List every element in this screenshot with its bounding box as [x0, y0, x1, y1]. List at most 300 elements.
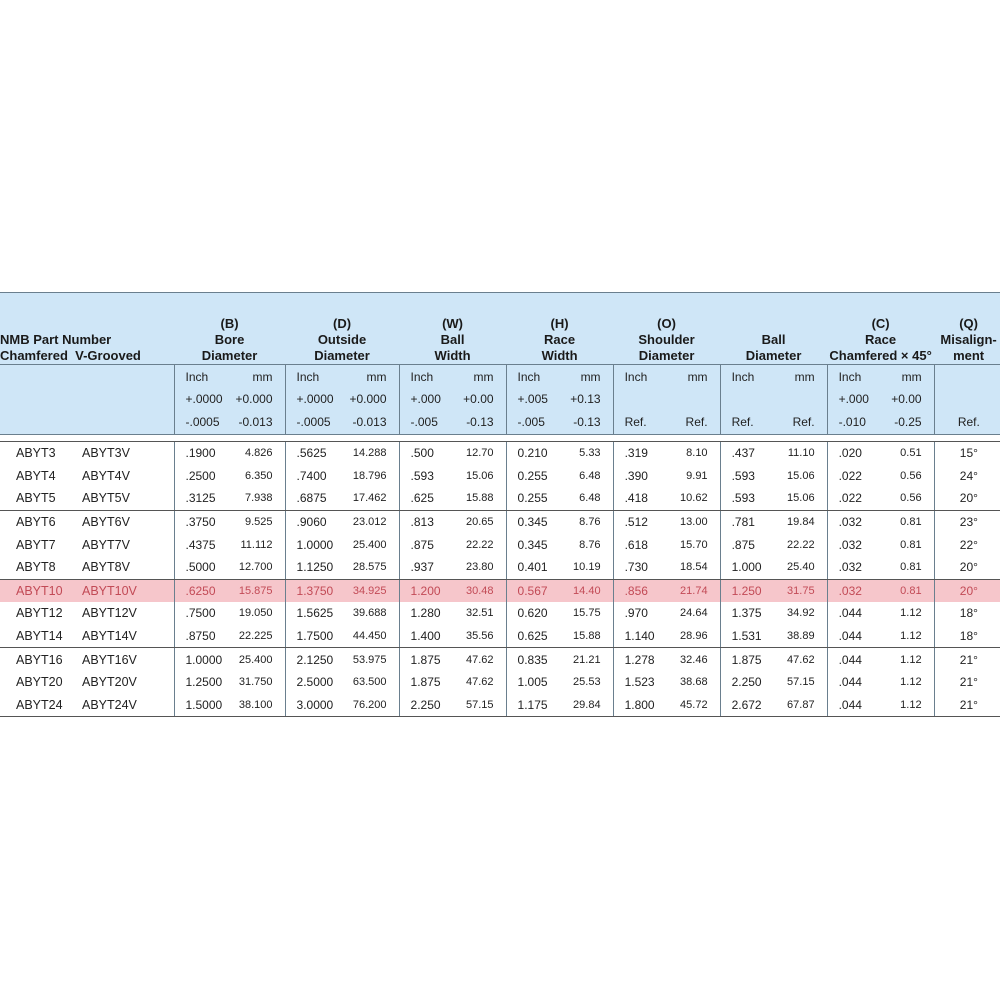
tolerance-plus-mm: +0.00 [881, 388, 934, 410]
bearing-spec-table [0, 292, 1000, 717]
inch-value: .319 [613, 442, 667, 465]
unit-label-inch: Inch [613, 365, 667, 389]
inch-value: 1.000 [720, 556, 774, 579]
mm-value: 38.89 [774, 625, 827, 648]
tolerance-plus-inch: +.0000 [285, 388, 343, 410]
mm-value: 32.46 [680, 653, 708, 666]
mm-value: 1.12 [881, 625, 934, 648]
mm-value: 25.40 [774, 556, 827, 579]
mm-value: 15.06 [466, 469, 494, 482]
mm-value: 8.76 [579, 516, 601, 529]
inch-value: .9060 [285, 510, 343, 533]
unit-label-mm: mm [881, 365, 934, 389]
misalignment-subheader [934, 365, 1000, 389]
inch-value: .044 [827, 648, 881, 671]
mm-value: 12.700 [230, 556, 285, 579]
mm-value: 13.00 [680, 516, 708, 529]
inch-value: 1.0000 [174, 648, 230, 671]
column-code: (B) [220, 316, 239, 331]
mm-value: 57.15 [787, 676, 815, 689]
inch-value: .020 [827, 442, 881, 465]
mm-value: 14.40 [560, 579, 613, 602]
part-number-v-grooved: ABYT14V [78, 625, 174, 648]
column-code: (W) [442, 316, 463, 331]
misalignment-value: 24° [934, 465, 1000, 488]
column-name: Diameter [638, 348, 695, 363]
inch-value: .7500 [174, 602, 230, 625]
column-code: (Q) [959, 316, 978, 331]
tolerance-plus-inch: +.000 [399, 388, 453, 410]
part-number-v-grooved: ABYT5V [78, 487, 174, 510]
unit-label-mm: mm [667, 365, 720, 389]
mm-value: 31.750 [238, 676, 273, 689]
tolerance-minus-mm: -0.013 [343, 410, 399, 435]
inch-value: .875 [720, 533, 774, 556]
part-number-chamfered: ABYT14 [0, 625, 78, 648]
inch-value: 1.400 [399, 625, 453, 648]
part-number-subheader-blank [0, 365, 174, 389]
part-number-title: NMB Part Number [0, 332, 112, 347]
ball-width-header [399, 293, 506, 365]
misalignment-header [934, 293, 1000, 365]
tolerance-minus-inch: Ref. [613, 410, 667, 435]
inch-value: .4375 [174, 533, 230, 556]
inch-value: 1.200 [399, 579, 453, 602]
table-row [0, 648, 1000, 671]
mm-value: 12.70 [466, 447, 494, 460]
tolerance-plus-mm [774, 388, 827, 410]
misalignment-value: 23° [934, 510, 1000, 533]
unit-label-mm: mm [453, 365, 506, 389]
inch-value: 0.625 [506, 625, 560, 648]
inch-value: 1.1250 [285, 556, 343, 579]
tolerance-minus-inch: -.0005 [285, 410, 343, 435]
tolerance-minus-mm: -0.13 [453, 410, 506, 435]
inch-value: .937 [399, 556, 453, 579]
unit-label-mm: mm [230, 365, 285, 389]
inch-value: 1.0000 [285, 533, 343, 556]
mm-value: 23.80 [453, 556, 506, 579]
mm-value: 15.75 [573, 607, 601, 620]
inch-value: 0.255 [506, 465, 560, 488]
inch-value: .856 [613, 579, 667, 602]
inch-value: 1.250 [720, 579, 774, 602]
inch-value: 0.255 [506, 487, 560, 510]
part-number-chamfered: ABYT8 [0, 556, 78, 579]
mm-value: 15.88 [560, 625, 613, 648]
mm-value: 29.84 [560, 694, 613, 717]
mm-value: 18.54 [667, 556, 720, 579]
mm-value: 4.826 [244, 447, 273, 460]
column-code: (D) [333, 316, 352, 331]
inch-value: 0.345 [506, 533, 560, 556]
mm-value: 28.96 [667, 625, 720, 648]
mm-value: 0.81 [900, 516, 922, 529]
tolerance-plus-mm: +0.13 [560, 388, 613, 410]
mm-value: 25.53 [573, 676, 601, 689]
column-name: Shoulder [638, 332, 695, 347]
tolerance-plus-inch [720, 388, 774, 410]
mm-value: 57.15 [453, 694, 506, 717]
mm-value: 10.19 [560, 556, 613, 579]
mm-value: 0.56 [881, 487, 934, 510]
mm-value: 31.75 [774, 579, 827, 602]
spacer-cell [0, 435, 1000, 442]
mm-value: 22.22 [787, 538, 815, 551]
mm-value: 38.100 [230, 694, 285, 717]
mm-value: 45.72 [667, 694, 720, 717]
inch-value: 2.1250 [285, 648, 343, 671]
inch-value: .3750 [174, 510, 230, 533]
mm-value: 15.70 [680, 538, 708, 551]
tolerance-plus-mm [667, 388, 720, 410]
part-number-chamfered: ABYT6 [16, 515, 56, 530]
inch-value: .032 [827, 533, 881, 556]
mm-value: 44.450 [343, 625, 399, 648]
inch-value: 2.250 [399, 694, 453, 717]
mm-value: 22.225 [230, 625, 285, 648]
inch-value: 1.375 [720, 602, 774, 625]
inch-value: .6875 [285, 487, 343, 510]
mm-value: 6.350 [244, 469, 273, 482]
inch-value: .022 [827, 487, 881, 510]
inch-value: 1.2500 [174, 671, 230, 694]
unit-label-inch: Inch [720, 365, 774, 389]
inch-value: 0.567 [506, 579, 560, 602]
inch-value: .6250 [174, 579, 230, 602]
inch-value: .593 [720, 465, 774, 488]
tolerance-plus-inch: +.0000 [174, 388, 230, 410]
inch-value: .390 [613, 465, 667, 488]
tolerance-minus-inch: -.010 [827, 410, 881, 435]
part-number-header [0, 293, 174, 365]
mm-value: 0.81 [881, 556, 934, 579]
part-number-chamfered: ABYT20 [16, 675, 63, 690]
part-number-chamfered: ABYT3 [16, 446, 56, 461]
unit-label-inch: Inch [506, 365, 560, 389]
inch-value: .625 [399, 487, 453, 510]
tolerance-plus-mm: +0.000 [230, 388, 285, 410]
part-number-chamfered: ABYT12 [16, 606, 63, 621]
inch-value: 1.5000 [174, 694, 230, 717]
mm-value: 28.575 [343, 556, 399, 579]
part-number-subtitle: Chamfered V-Grooved [0, 348, 141, 363]
mm-value: 11.10 [787, 447, 815, 460]
inch-value: .7400 [285, 465, 343, 488]
mm-value: 34.925 [343, 579, 399, 602]
mm-value: 21.21 [573, 653, 601, 666]
mm-value: 47.62 [787, 653, 815, 666]
tolerance-minus-inch: -.005 [399, 410, 453, 435]
mm-value: 34.92 [787, 607, 815, 620]
inch-value: 1.280 [399, 602, 453, 625]
column-name: Width [434, 348, 471, 363]
inch-value: 1.278 [613, 648, 667, 671]
column-name: Ball [761, 332, 786, 347]
part-number-chamfered: ABYT24 [0, 694, 78, 717]
mm-value: 6.48 [579, 469, 601, 482]
mm-value: 9.525 [244, 516, 273, 529]
unit-label-mm: mm [560, 365, 613, 389]
tolerance-plus-inch [613, 388, 667, 410]
mm-value: 17.462 [343, 487, 399, 510]
mm-value: 63.500 [352, 676, 387, 689]
part-number-subheader-blank [0, 410, 174, 435]
column-code: (C) [871, 316, 890, 331]
inch-value: .044 [827, 602, 881, 625]
part-number-v-grooved: ABYT8V [78, 556, 174, 579]
inch-value: .500 [399, 442, 453, 465]
table-row [0, 487, 1000, 510]
mm-value: 76.200 [343, 694, 399, 717]
inch-value: 1.875 [399, 671, 453, 694]
inch-value: 0.345 [506, 510, 560, 533]
mm-value: 10.62 [667, 487, 720, 510]
inch-value: .875 [399, 533, 453, 556]
unit-label-inch: Inch [285, 365, 343, 389]
part-number-v-grooved: ABYT12V [82, 606, 137, 621]
mm-value: 35.56 [453, 625, 506, 648]
outside-diameter-header [285, 293, 399, 365]
misalignment-value: 20° [934, 579, 1000, 602]
column-name: Misalign- [940, 332, 997, 347]
mm-value: 9.91 [686, 469, 708, 482]
inch-value: .970 [613, 602, 667, 625]
tolerance-minus-mm: -0.013 [230, 410, 285, 435]
part-number-chamfered: ABYT10 [0, 579, 78, 602]
inch-value: 2.672 [720, 694, 774, 717]
mm-value: 21.74 [667, 579, 720, 602]
inch-value: 1.7500 [285, 625, 343, 648]
inch-value: .022 [827, 465, 881, 488]
tolerance-minus-mm: -0.13 [560, 410, 613, 435]
unit-label-inch: Inch [827, 365, 881, 389]
mm-value: 25.400 [238, 653, 273, 666]
mm-value: 53.975 [352, 653, 387, 666]
mm-value: 25.400 [352, 538, 387, 551]
mm-value: 14.288 [352, 447, 387, 460]
misalignment-value: 22° [934, 533, 1000, 556]
mm-value: 67.87 [774, 694, 827, 717]
header-spacer [0, 435, 1000, 442]
part-number-chamfered: ABYT7 [16, 537, 56, 552]
mm-value: 1.12 [900, 607, 922, 620]
inch-value: .044 [827, 694, 881, 717]
column-code: (H) [550, 316, 569, 331]
column-name: Outside [317, 332, 367, 347]
column-name: Diameter [314, 348, 370, 363]
bore-diameter-header [174, 293, 285, 365]
part-number-v-grooved: ABYT10V [78, 579, 174, 602]
table-row [0, 579, 1000, 602]
inch-value: .512 [613, 510, 667, 533]
mm-value: 22.22 [466, 538, 494, 551]
inch-value: 2.5000 [285, 671, 343, 694]
table-body [0, 435, 1000, 717]
table-row [0, 671, 1000, 694]
mm-value: 1.12 [881, 694, 934, 717]
mm-value: 6.48 [560, 487, 613, 510]
inch-value: 1.3750 [285, 579, 343, 602]
inch-value: .418 [613, 487, 667, 510]
tolerance-minus-inch: Ref. [720, 410, 774, 435]
inch-value: 2.250 [720, 671, 774, 694]
misalignment-value: 21° [934, 648, 1000, 671]
table-row [0, 602, 1000, 625]
part-number-chamfered: ABYT5 [0, 487, 78, 510]
column-name: Race [544, 332, 576, 347]
inch-value: 0.210 [506, 442, 560, 465]
mm-value: 7.938 [230, 487, 285, 510]
race-width-header [506, 293, 613, 365]
unit-label-mm: mm [343, 365, 399, 389]
mm-value: 19.84 [787, 516, 815, 529]
inch-value: .593 [399, 465, 453, 488]
race-chamfered-header [827, 293, 934, 365]
column-name: Diameter [201, 348, 258, 363]
mm-value: 38.68 [680, 676, 708, 689]
part-number-v-grooved: ABYT4V [82, 468, 130, 483]
inch-value: .8750 [174, 625, 230, 648]
mm-value: 8.76 [579, 538, 601, 551]
mm-value: 15.875 [230, 579, 285, 602]
tolerance-minus-mm: Ref. [667, 410, 720, 435]
inch-value: .032 [827, 556, 881, 579]
misalignment-value: 15° [934, 442, 1000, 465]
tolerance-plus-inch: +.000 [827, 388, 881, 410]
inch-value: 1.5625 [285, 602, 343, 625]
inch-value: .437 [720, 442, 774, 465]
column-name: Bore [214, 332, 245, 347]
misalignment-subheader: Ref. [934, 410, 1000, 435]
column-name: Race [865, 332, 897, 347]
tolerance-minus-inch: -.0005 [174, 410, 230, 435]
inch-value: 1.875 [399, 648, 453, 671]
inch-value: .813 [399, 510, 453, 533]
mm-value: 39.688 [352, 607, 387, 620]
mm-value: 1.12 [900, 676, 922, 689]
mm-value: 1.12 [900, 653, 922, 666]
part-number-v-grooved: ABYT16V [82, 652, 137, 667]
table-row [0, 533, 1000, 556]
table-row [0, 442, 1000, 465]
misalignment-value: 20° [934, 556, 1000, 579]
inch-value: 1.531 [720, 625, 774, 648]
tolerance-minus-mm: Ref. [774, 410, 827, 435]
misalignment-value: 21° [934, 694, 1000, 717]
column-name: Chamfered × 45° [829, 348, 932, 363]
mm-value: 0.81 [900, 538, 922, 551]
inch-value: .1900 [174, 442, 230, 465]
inch-value: 0.401 [506, 556, 560, 579]
mm-value: 20.65 [466, 516, 494, 529]
table-row [0, 694, 1000, 717]
inch-value: .5000 [174, 556, 230, 579]
inch-value: .730 [613, 556, 667, 579]
part-number-chamfered: ABYT16 [16, 652, 63, 667]
column-name: ment [953, 348, 985, 363]
tolerance-plus-inch: +.005 [506, 388, 560, 410]
mm-value: 15.06 [774, 487, 827, 510]
inch-value: 0.620 [506, 602, 560, 625]
mm-value: 32.51 [466, 607, 494, 620]
mm-value: 30.48 [453, 579, 506, 602]
mm-value: 18.796 [352, 469, 387, 482]
table-row [0, 465, 1000, 488]
part-number-v-grooved: ABYT3V [82, 446, 130, 461]
ball-diameter-header [720, 293, 827, 365]
part-number-subheader-blank [0, 388, 174, 410]
column-code: (O) [657, 316, 676, 331]
inch-value: .781 [720, 510, 774, 533]
part-number-v-grooved: ABYT7V [82, 537, 130, 552]
inch-value: .3125 [174, 487, 230, 510]
inch-value: .593 [720, 487, 774, 510]
mm-value: 8.10 [686, 447, 708, 460]
mm-value: 15.88 [453, 487, 506, 510]
part-number-v-grooved: ABYT20V [82, 675, 137, 690]
inch-value: 1.005 [506, 671, 560, 694]
inch-value: .2500 [174, 465, 230, 488]
inch-value: .5625 [285, 442, 343, 465]
mm-value: 11.112 [240, 538, 273, 551]
table-header [0, 293, 1000, 435]
misalignment-value: 18° [934, 625, 1000, 648]
mm-value: 24.64 [680, 607, 708, 620]
inch-value: 1.800 [613, 694, 667, 717]
inch-value: 3.0000 [285, 694, 343, 717]
part-number-v-grooved: ABYT6V [82, 515, 130, 530]
inch-value: 1.175 [506, 694, 560, 717]
inch-value: 1.875 [720, 648, 774, 671]
mm-value: 47.62 [466, 676, 494, 689]
inch-value: 1.523 [613, 671, 667, 694]
inch-value: 1.140 [613, 625, 667, 648]
mm-value: 5.33 [579, 447, 601, 460]
inch-value: .618 [613, 533, 667, 556]
inch-value: .032 [827, 579, 881, 602]
inch-value: 0.835 [506, 648, 560, 671]
part-number-chamfered: ABYT4 [16, 468, 56, 483]
mm-value: 23.012 [352, 516, 387, 529]
misalignment-subheader [934, 388, 1000, 410]
tolerance-plus-mm: +0.00 [453, 388, 506, 410]
table-row [0, 625, 1000, 648]
tolerance-minus-inch: -.005 [506, 410, 560, 435]
mm-value: 19.050 [238, 607, 273, 620]
table-row [0, 556, 1000, 579]
column-name: Ball [440, 332, 465, 347]
inch-value: .044 [827, 671, 881, 694]
part-number-v-grooved: ABYT24V [78, 694, 174, 717]
mm-value: 15.06 [787, 469, 815, 482]
misalignment-value: 20° [934, 487, 1000, 510]
mm-value: 47.62 [466, 653, 494, 666]
misalignment-value: 21° [934, 671, 1000, 694]
inch-value: .032 [827, 510, 881, 533]
inch-value: .044 [827, 625, 881, 648]
mm-value: 0.51 [900, 447, 922, 460]
unit-label-inch: Inch [174, 365, 230, 389]
column-name: Width [541, 348, 578, 363]
shoulder-diameter-header [613, 293, 720, 365]
unit-label-inch: Inch [399, 365, 453, 389]
table-row [0, 510, 1000, 533]
tolerance-plus-mm: +0.000 [343, 388, 399, 410]
misalignment-value: 18° [934, 602, 1000, 625]
unit-label-mm: mm [774, 365, 827, 389]
mm-value: 0.81 [881, 579, 934, 602]
